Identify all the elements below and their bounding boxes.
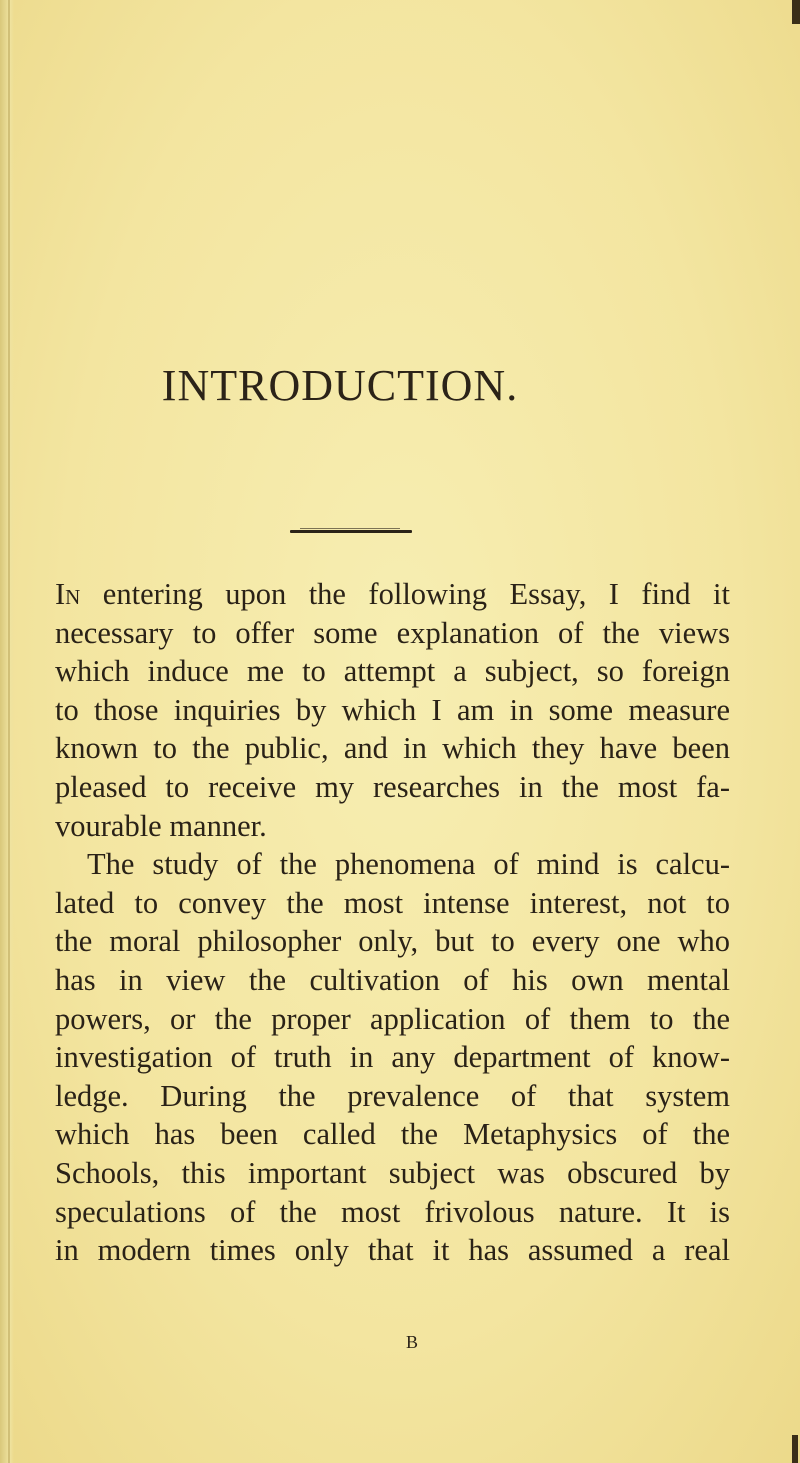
text-line: which induce me to attempt a subject, so foreign [55,654,730,689]
text-line: speculations of the most frivolous nature. It is [55,1194,730,1229]
signature-mark: B [406,1332,419,1352]
text-line: Schools, this important subject was obscured by [55,1155,730,1190]
text-line: the moral philosopher only, but to every one who [55,924,730,959]
text-line: In entering upon the following Essay, I find it [55,577,730,611]
text-line: necessary to offer some explanation of the views [55,615,730,650]
page-binding-edge [0,0,14,1463]
opening-word: In [55,577,81,611]
text-line: investigation of truth in any department of know- [55,1040,730,1075]
heading-rule-thin [300,528,400,529]
chapter-heading: INTRODUCTION. [161,361,519,410]
text-line: vourable manner. [55,808,267,843]
text-line: known to the public, and in which they have been [55,731,730,766]
text-line: ledge. During the prevalence of that system [55,1078,730,1113]
text-line: powers, or the proper application of them to the [55,1001,730,1036]
text-line: pleased to receive my researches in the most fa- [55,769,730,804]
page-binding-line [8,0,10,1463]
text-line: The study of the phenomena of mind is calcu- [87,847,730,882]
heading-rule [290,530,412,533]
text-line: has in view the cultivation of his own mental [55,962,730,997]
scan-edge-mark-top [792,0,800,24]
text-line: lated to convey the most intense interest, not to [55,885,730,920]
scan-edge-mark-bottom [792,1435,798,1463]
text-line: to those inquiries by which I am in some measure [55,692,730,727]
text-line: which has been called the Metaphysics of the [55,1117,730,1152]
text-line: in modern times only that it has assumed a real [55,1233,730,1268]
body-text [55,575,730,1270]
